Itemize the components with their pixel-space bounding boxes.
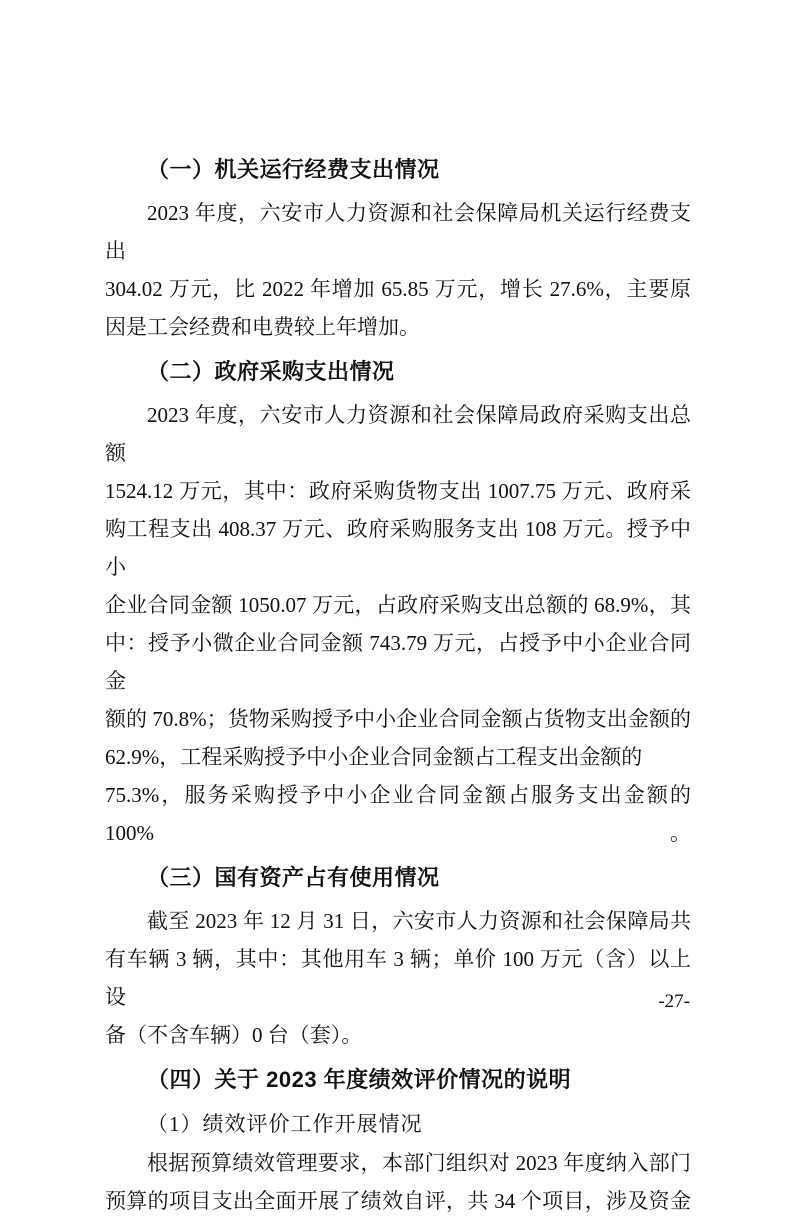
body-line: 75.3%，服务采购授予中小企业合同金额占服务支出金额的 100%。 [105, 783, 691, 845]
body-line: 购工程支出 408.37 万元、政府采购服务支出 108 万元。授予中小 [105, 517, 691, 579]
body-line: 根据预算绩效管理要求，本部门组织对 2023 年度纳入部门 [147, 1151, 691, 1175]
body-line: 304.02 万元，比 2022 年增加 65.85 万元，增长 27.6%，主要原 [105, 277, 691, 301]
body-line: 2023 年度，六安市人力资源和社会保障局机关运行经费支出 [105, 201, 691, 263]
body-line: 62.9%，工程采购授予中小企业合同金额占工程支出金额的 [105, 745, 643, 769]
page-content [105, 150, 691, 1220]
section-heading-3: （三）国有资产占有使用情况 [147, 865, 440, 890]
body-line: 2023 年度，六安市人力资源和社会保障局政府采购支出总额 [105, 403, 691, 465]
section-heading-2: （二）政府采购支出情况 [147, 359, 395, 384]
body-line: 截至 2023 年 12 月 31 日，六安市人力资源和社会保障局共 [147, 909, 691, 933]
section-heading-4: （四）关于 2023 年度绩效评价情况的说明 [147, 1067, 572, 1092]
body-line: 额的 70.8%；货物采购授予中小企业合同金额占货物支出金额的 [105, 707, 691, 731]
sub-heading-1: （1）绩效评价工作开展情况 [147, 1112, 423, 1136]
body-line: 企业合同金额 1050.07 万元，占政府采购支出总额的 68.9%，其 [105, 593, 691, 617]
page-number: -27- [658, 991, 690, 1012]
section-heading-1: （一）机关运行经费支出情况 [147, 157, 440, 182]
body-line: 中：授予小微企业合同金额 743.79 万元，占授予中小企业合同金 [105, 631, 691, 693]
body-line: 预算的项目支出全面开展了绩效自评，共 34 个项目，涉及资金 [105, 1189, 691, 1213]
body-line: 因是工会经费和电费较上年增加。 [105, 315, 420, 339]
body-line: 有车辆 3 辆，其中：其他用车 3 辆；单价 100 万元（含）以上设 [105, 947, 691, 1009]
body-line: 1524.12 万元，其中：政府采购货物支出 1007.75 万元、政府采 [105, 479, 691, 503]
body-line: 备（不含车辆）0 台（套）。 [105, 1023, 363, 1047]
